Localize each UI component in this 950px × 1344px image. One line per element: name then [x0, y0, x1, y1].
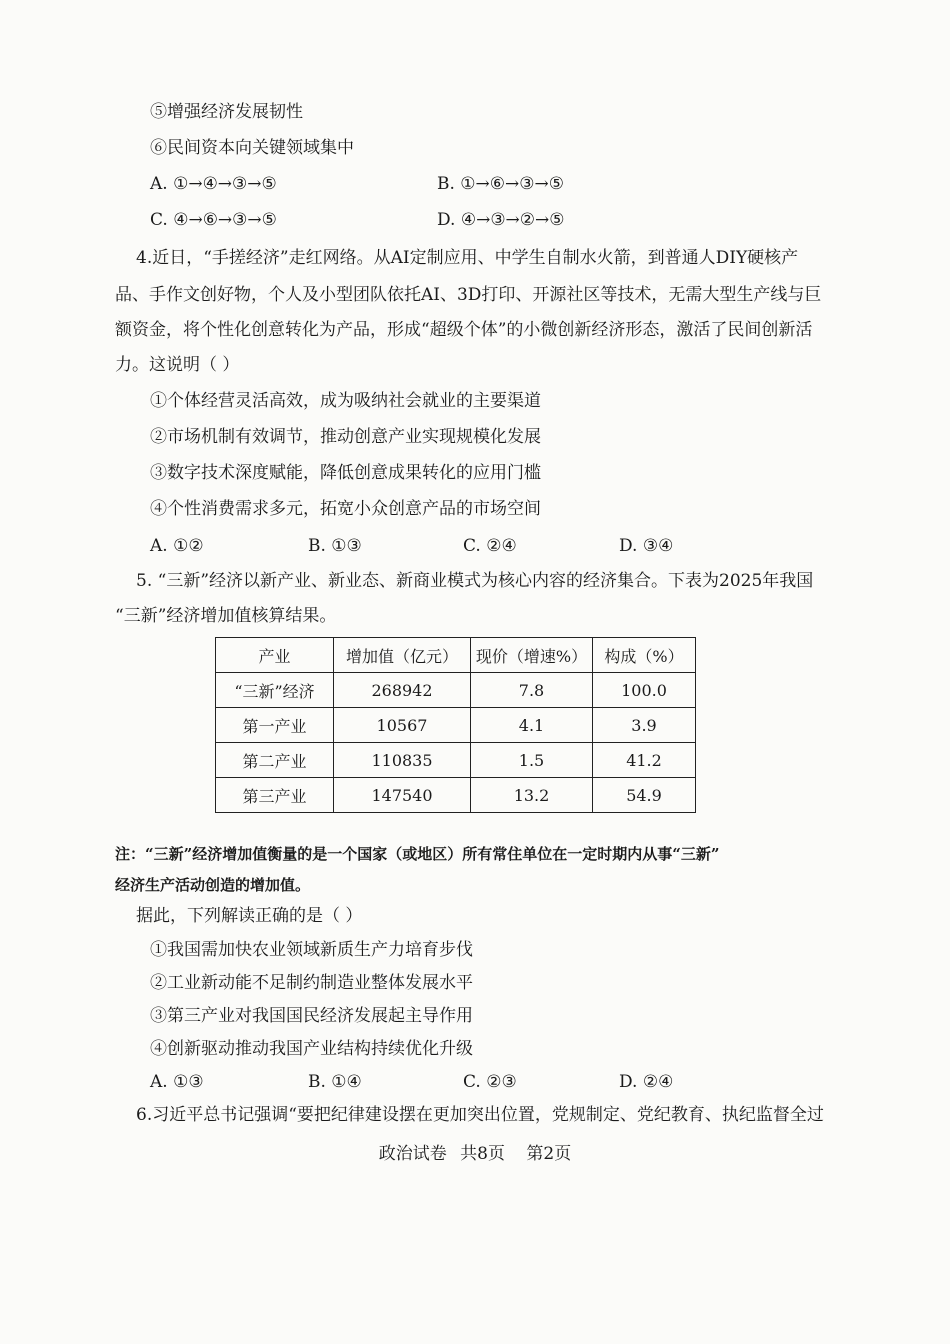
q5-option-b: B. ①④ — [308, 1072, 362, 1092]
table-header: 产业 — [216, 638, 334, 673]
q5-stem-line: “三新”经济增加值核算结果。 — [115, 606, 337, 626]
q5-note-line: 注：“三新”经济增加值衡量的是一个国家（或地区）所有常住单位在一定时期内从事“三新” — [115, 845, 720, 863]
table-row — [216, 708, 696, 743]
q3-option-a: A. ①→④→③→⑤ — [150, 174, 277, 194]
q4-option-b: B. ①③ — [308, 536, 362, 556]
table-cell: 第二产业 — [216, 743, 334, 778]
table-cell: 13.2 — [471, 778, 593, 813]
table-cell: 10567 — [334, 708, 471, 743]
table-cell: 第三产业 — [216, 778, 334, 813]
q6-stem: 6.习近平总书记强调“要把纪律建设摆在更加突出位置，党规制定、党纪教育、执纪监督全过 — [136, 1105, 824, 1125]
q4-stem-line: 品、手作文创好物，个人及小型团队依托AI、3D打印、开源社区等技术，无需大型生产线与巨 — [115, 285, 822, 305]
table-header-row — [216, 638, 696, 673]
table-cell: 268942 — [334, 673, 471, 708]
table-cell: 3.9 — [593, 708, 696, 743]
q5-item-3: ③第三产业对我国国民经济发展起主导作用 — [150, 1006, 473, 1026]
footer-subject: 政治试卷 — [378, 1144, 447, 1164]
table-cell: 41.2 — [593, 743, 696, 778]
q4-option-a: A. ①② — [150, 536, 204, 556]
table-cell: 100.0 — [593, 673, 696, 708]
q3-item-5: ⑤增强经济发展韧性 — [150, 102, 303, 122]
q5-item-4: ④创新驱动推动我国产业结构持续优化升级 — [150, 1039, 473, 1059]
q3-option-b: B. ①→⑥→③→⑤ — [437, 174, 564, 194]
table-cell: 54.9 — [593, 778, 696, 813]
q5-option-c: C. ②③ — [463, 1072, 517, 1092]
table-cell: 1.5 — [471, 743, 593, 778]
page-footer — [0, 1139, 950, 1164]
q5-option-d: D. ②④ — [619, 1072, 674, 1092]
q4-item-1: ①个体经营灵活高效，成为吸纳社会就业的主要渠道 — [150, 391, 541, 411]
q3-option-c: C. ④→⑥→③→⑤ — [150, 210, 277, 230]
q4-item-3: ③数字技术深度赋能，降低创意成果转化的应用门槛 — [150, 463, 541, 483]
q4-stem-line: 4.近日，“手搓经济”走红网络。从AI定制应用、中学生自制水火箭，到普通人DIY硬核产 — [136, 248, 799, 268]
q4-item-2: ②市场机制有效调节，推动创意产业实现规模化发展 — [150, 427, 541, 447]
table-row — [216, 743, 696, 778]
table-cell: “三新”经济 — [216, 673, 334, 708]
table-row — [216, 673, 696, 708]
q4-item-4: ④个性消费需求多元，拓宽小众创意产品的市场空间 — [150, 499, 541, 519]
q3-option-d: D. ④→③→②→⑤ — [437, 210, 565, 230]
q5-note-line: 经济生产活动创造的增加值。 — [115, 876, 311, 894]
table-cell: 110835 — [334, 743, 471, 778]
table-cell: 4.1 — [471, 708, 593, 743]
table-cell: 147540 — [334, 778, 471, 813]
table-header: 增加值（亿元） — [334, 638, 471, 673]
q4-option-c: C. ②④ — [463, 536, 517, 556]
table-header: 现价（增速%） — [471, 638, 593, 673]
q4-option-d: D. ③④ — [619, 536, 674, 556]
footer-total-pages: 共8页 — [460, 1144, 505, 1164]
q5-option-a: A. ①③ — [150, 1072, 204, 1092]
table-header: 构成（%） — [593, 638, 696, 673]
table-cell: 7.8 — [471, 673, 593, 708]
q4-stem-line: 力。这说明（ ） — [115, 355, 240, 375]
q5-stem-line: 5. “三新”经济以新产业、新业态、新商业模式为核心内容的经济集合。下表为2025年我国 — [136, 571, 814, 591]
q4-stem-line: 额资金，将个性化创意转化为产品，形成“超级个体”的小微创新经济形态，激活了民间创新活 — [115, 320, 813, 340]
q3-item-6: ⑥民间资本向关键领域集中 — [150, 138, 354, 158]
q5-item-2: ②工业新动能不足制约制造业整体发展水平 — [150, 973, 473, 993]
footer-page-number: 第2页 — [526, 1144, 572, 1164]
q5-item-1: ①我国需加快农业领域新质生产力培育步伐 — [150, 940, 473, 960]
table-cell: 第一产业 — [216, 708, 334, 743]
q5-question: 据此，下列解读正确的是（ ） — [136, 906, 363, 926]
table-row — [216, 778, 696, 813]
economy-table — [215, 637, 696, 813]
